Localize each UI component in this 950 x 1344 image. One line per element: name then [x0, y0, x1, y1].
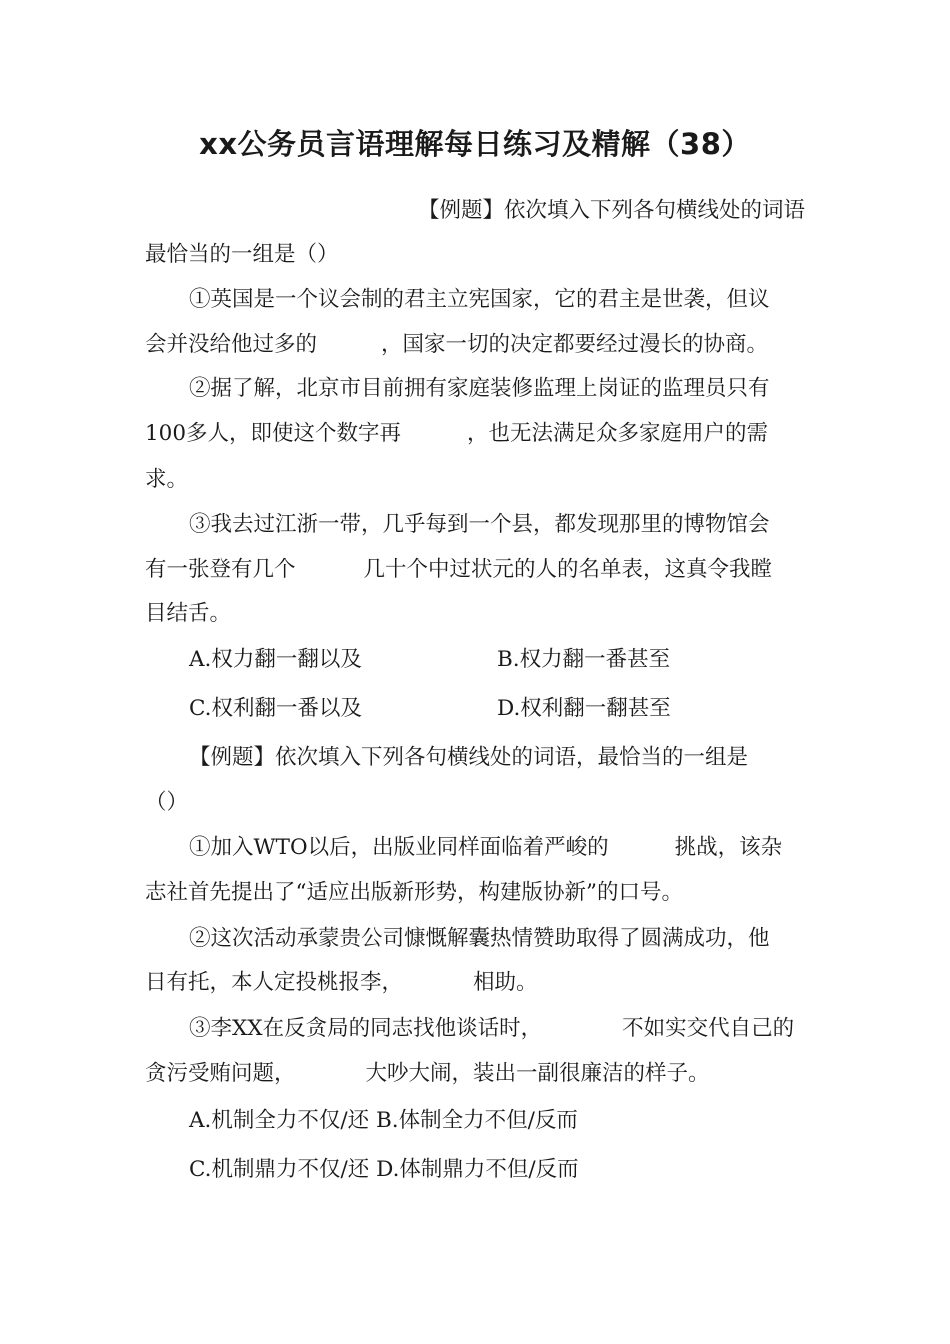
q1-s1-text-a: 会并没给他过多的 — [145, 332, 318, 357]
q2-options-ab: A.机制全力不仅/还 B.体制全力不但/反而 — [189, 1108, 578, 1133]
q1-option-c: C.权利翻一番以及 — [189, 696, 363, 721]
page-title: xx公务员言语理解每日练习及精解（38） — [199, 127, 751, 161]
q1-sentence-2-line-2 — [145, 419, 805, 449]
q1-sentence-3-line-2 — [145, 555, 805, 585]
q1-sentence-2-line-1: ②据了解，北京市目前拥有家庭装修监理上岗证的监理员只有 — [189, 376, 770, 401]
q2-s3-text-a: ③李XX在反贪局的同志找他谈话时， — [189, 1016, 543, 1041]
q1-s1-text-b: ，国家一切的决定都要经过漫长的协商。 — [381, 332, 769, 357]
q1-sentence-3-line-3: 目结舌。 — [145, 601, 232, 626]
q2-s3-text-c: 贪污受贿问题， — [145, 1061, 296, 1086]
q1-s3-text-a: 有一张登有几个 — [145, 557, 296, 582]
q2-s2-text-b: 相助。 — [473, 970, 538, 995]
q1-sentence-3-line-1: ③我去过江浙一带，几乎每到一个县，都发现那里的博物馆会 — [189, 512, 770, 537]
q2-s2-text-a: 日有托，本人定投桃报李， — [145, 970, 404, 995]
q2-s3-text-d: 大吵大闹，装出一副很廉洁的样子。 — [365, 1061, 710, 1086]
q2-s1-text-a: ①加入WTO以后，出版业同样面临着严峻的 — [189, 835, 609, 860]
q2-sentence-2-line-1: ②这次活动承蒙贵公司慷慨解囊热情赞助取得了圆满成功，他 — [189, 926, 770, 951]
q1-option-d: D.权利翻一翻甚至 — [497, 696, 671, 721]
q1-s2-text-a: 100多人，即使这个数字再 — [145, 421, 402, 446]
q2-sentence-1-line-2: 志社首先提出了“适应出版新形势，构建版协新”的口号。 — [145, 880, 683, 905]
q1-sentence-1-line-2 — [145, 330, 805, 360]
q1-option-a: A.权力翻一翻以及 — [189, 647, 362, 672]
q2-s1-text-b: 挑战，该杂 — [674, 835, 783, 860]
q2-s3-text-b: 不如实交代自己的 — [622, 1016, 795, 1041]
q2-sentence-2-line-2 — [145, 968, 805, 998]
q1-intro-line-2: 最恰当的一组是（） — [145, 242, 339, 267]
q1-sentence-2-line-3: 求。 — [145, 467, 189, 492]
q2-options-cd: C.机制鼎力不仅/还 D.体制鼎力不但/反而 — [189, 1157, 579, 1182]
q1-intro-line-1: 【例题】依次填入下列各句横线处的词语 — [417, 198, 805, 223]
q1-option-b: B.权力翻一番甚至 — [497, 647, 671, 672]
q2-intro-line-1: 【例题】依次填入下列各句横线处的词语，最恰当的一组是 — [189, 745, 749, 770]
q2-sentence-3-line-2 — [145, 1059, 805, 1089]
q1-s2-text-b: ，也无法满足众多家庭用户的需 — [467, 421, 769, 446]
q2-sentence-1-line-1 — [189, 833, 805, 863]
q1-s3-text-b: 几十个中过状元的人的名单表，这真令我瞠 — [363, 557, 773, 582]
q2-sentence-3-line-1 — [189, 1014, 805, 1044]
q2-intro-line-2: （） — [145, 790, 189, 815]
q1-sentence-1-line-1: ①英国是一个议会制的君主立宪国家，它的君主是世袭，但议 — [189, 287, 770, 312]
